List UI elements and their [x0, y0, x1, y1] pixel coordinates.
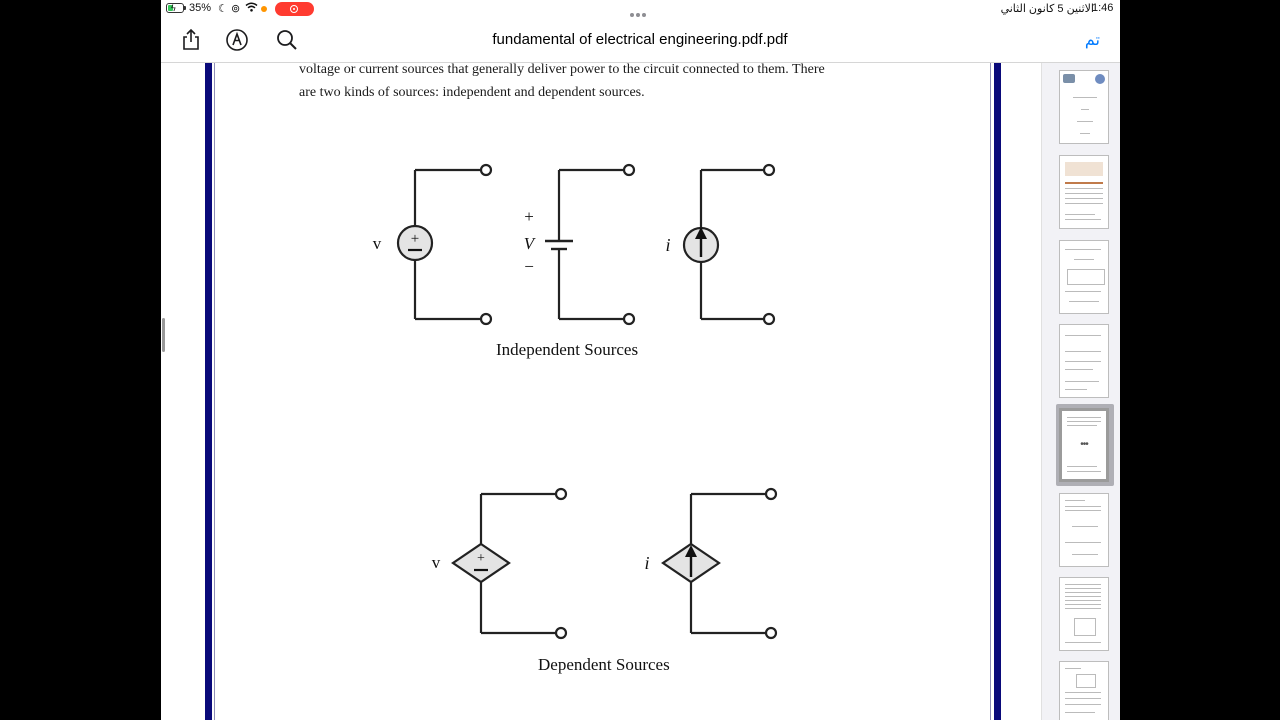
status-time: 1:46 — [1092, 2, 1114, 14]
battery-source — [545, 165, 634, 324]
thumbnail-page-1[interactable] — [1059, 70, 1109, 144]
page-thumbnails[interactable] — [1041, 63, 1120, 720]
thumbnail-page-2[interactable] — [1059, 155, 1109, 229]
svg-text:+: + — [477, 551, 485, 566]
plus-symbol-glyph: + — [410, 231, 420, 247]
label-v-dependent: v — [431, 553, 441, 572]
pdf-viewer[interactable] — [161, 63, 1041, 720]
caption-dependent-sources: Dependent Sources — [538, 655, 670, 674]
wifi-icon — [245, 2, 258, 12]
label-i-dependent: i — [644, 553, 650, 573]
ipad-screen — [161, 0, 1120, 720]
charging-icon: ϟ — [171, 3, 176, 13]
screen-recording-indicator[interactable] — [275, 2, 314, 16]
mic-indicator-icon — [261, 6, 267, 12]
document-title: fundamental of electrical engineering.pdf.pdf — [492, 31, 788, 48]
thumbnail-page-8[interactable] — [1059, 661, 1109, 720]
record-icon — [290, 5, 298, 13]
label-v-independent: v — [372, 234, 382, 253]
search-icon[interactable] — [275, 28, 299, 52]
independent-current-source — [684, 165, 774, 324]
paragraph-line-2: are two kinds of sources: independent and dependent sources. — [299, 85, 645, 100]
circuit-figures — [201, 63, 1005, 720]
pdf-toolbar — [161, 18, 1120, 63]
label-V-battery: V — [523, 234, 535, 253]
sidebar-handle[interactable] — [162, 318, 165, 352]
thumbnail-page-7[interactable] — [1059, 577, 1109, 651]
moon-icon: ☾ — [218, 3, 228, 15]
thumbnail-more-button[interactable]: ••• — [1074, 436, 1094, 456]
thumbnail-page-4[interactable] — [1059, 324, 1109, 398]
status-date: الاثنين 5 كانون الثاني — [1000, 3, 1094, 15]
status-bar — [161, 0, 1120, 18]
thumbnail-page-6[interactable] — [1059, 493, 1109, 567]
orientation-lock-icon: ⊚ — [231, 3, 241, 15]
caption-independent-sources: Independent Sources — [496, 340, 639, 359]
share-icon[interactable] — [179, 28, 203, 52]
dependent-voltage-source — [453, 489, 566, 638]
thumbnail-page-3[interactable] — [1059, 240, 1109, 314]
battery-icon — [166, 3, 184, 13]
paragraph-line-1: voltage or current sources that generally deliver power to the circuit connected to them. There — [299, 62, 825, 77]
label-minus: − — [524, 257, 534, 276]
pdf-page[interactable] — [201, 63, 1005, 720]
done-button[interactable]: تم — [1084, 32, 1100, 49]
battery-percentage: 35% — [189, 2, 212, 14]
label-i-independent: i — [665, 235, 671, 255]
label-plus: + — [524, 207, 534, 226]
markup-icon[interactable] — [225, 28, 249, 52]
dependent-current-source — [663, 489, 776, 638]
